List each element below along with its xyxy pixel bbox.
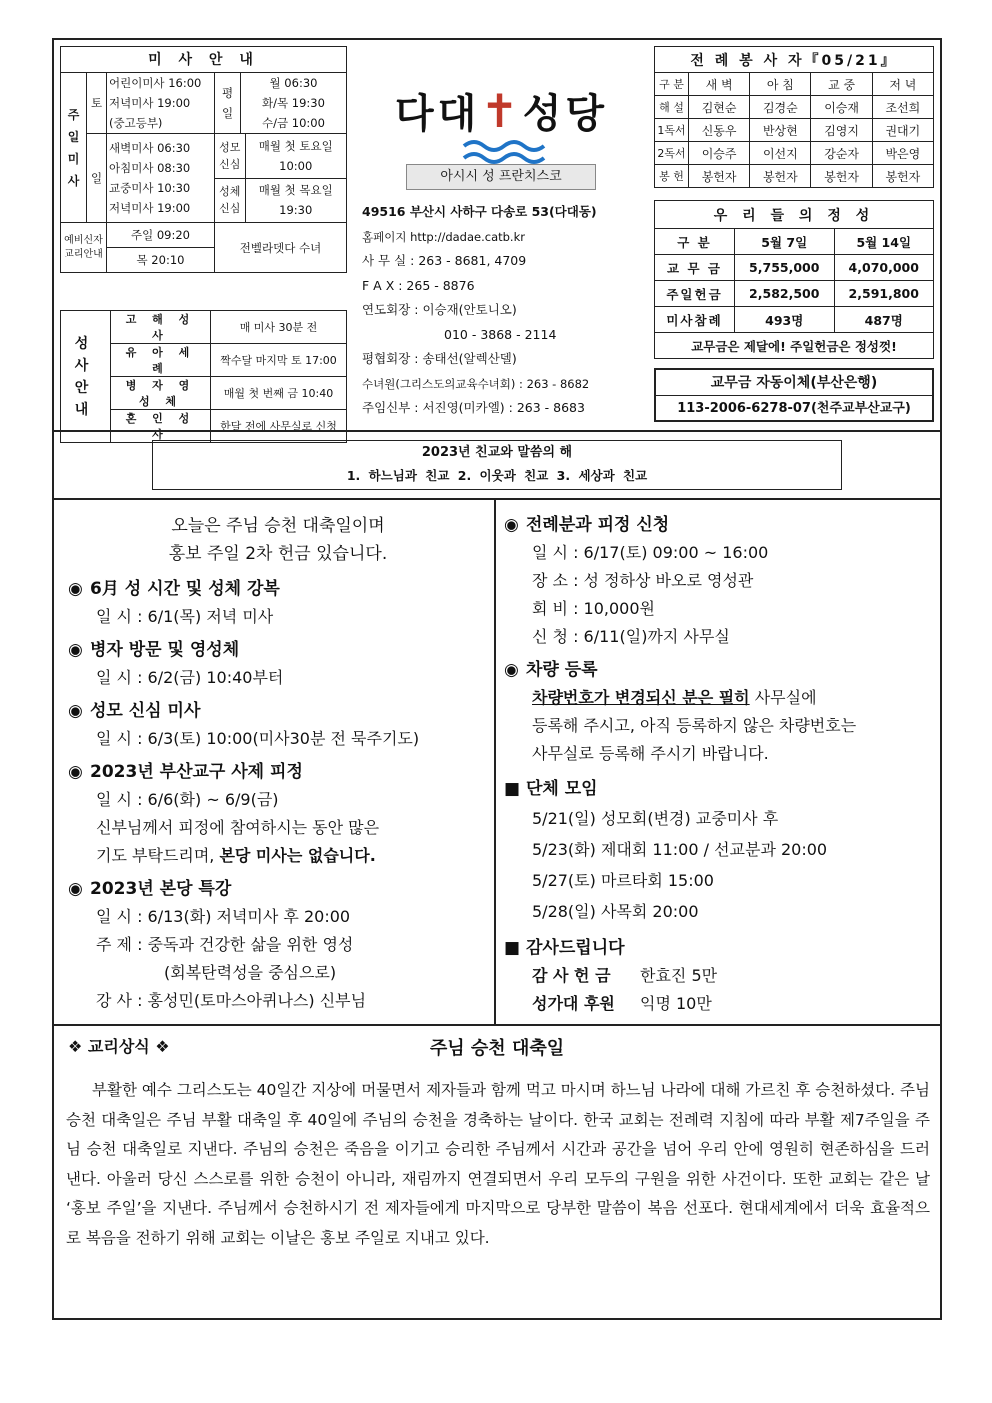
weekday-times: 월 06:30 화/목 19:30 수/금 10:00 <box>241 73 347 134</box>
list-item: 5/21(일) 성모회(변경) 교중미사 후 <box>532 809 779 828</box>
address-line: 49516 부산시 사하구 다송로 53(다대동) <box>362 204 597 219</box>
sacraments-label: 성 사 안 내 <box>61 311 111 443</box>
saturday-label: 토 <box>87 73 107 134</box>
notice-line: 일 시 : 6/13(화) 저녁미사 후 20:00 <box>96 907 351 926</box>
row-header: 2독서 <box>655 142 689 165</box>
row-header: 주일헌금 <box>655 281 735 307</box>
sacrament-name: 병 자 영 성 체 <box>111 377 211 410</box>
office-phone: 사 무 실 : 263 - 8681, 4709 <box>362 253 527 268</box>
list-item: 5/27(토) 마르타회 15:00 <box>532 871 714 890</box>
row-header: 해 설 <box>655 96 689 119</box>
cell: 봉헌자 <box>811 165 872 188</box>
notice-title: ■ 단체 모임 <box>504 779 598 799</box>
devotion-cell <box>215 134 347 223</box>
notice-line: 장 소 : 성 정하상 바오로 영성관 <box>532 571 754 590</box>
notice-line: (회복탄력성을 중심으로) <box>164 963 337 982</box>
pastor-phone: 주임신부 : 서진영(미카엘) : 263 - 8683 <box>362 400 585 415</box>
notice-line: 주 제 : 중독과 건강한 삶을 위한 영성 <box>96 935 354 954</box>
cell: 신동우 <box>689 119 750 142</box>
notice-title: ◉ 성모 신심 미사 <box>68 701 201 721</box>
cell: 김영지 <box>811 119 872 142</box>
dogma-heading: 주님 승천 대축일 <box>429 1038 565 1059</box>
contact-info <box>362 200 652 421</box>
mary-devotion-label: 성모 신심 <box>215 134 245 178</box>
sacrament-name: 고 해 성 사 <box>111 311 211 344</box>
euch-devotion-label: 성체 신심 <box>215 178 245 222</box>
list-item: 5/28(일) 사목회 20:00 <box>532 902 699 921</box>
col-header: 교 중 <box>811 73 872 96</box>
col-header: 구 분 <box>655 229 735 255</box>
cell: 김현순 <box>689 96 750 119</box>
cell: 이승재 <box>811 96 872 119</box>
notice-line: 사무실로 등록해 주시기 바랍니다. <box>532 744 769 763</box>
notice-line: 감 사 헌 금 한효진 5만 <box>532 966 718 985</box>
cross-icon: ✝ <box>480 84 523 138</box>
col-header: 5월 14일 <box>834 229 934 255</box>
cell: 박은영 <box>872 142 933 165</box>
sunday-times: 새벽미사 06:30 아침미사 08:30 교중미사 10:30 저녁미사 19:00 <box>107 134 215 223</box>
saturday-times: 어린이미사 16:00 저녁미사 19:00 (중고등부) <box>107 73 215 134</box>
notice-line: 신 청 : 6/11(일)까지 사무실 <box>532 627 730 646</box>
mass-title: 미 사 안 내 <box>61 47 347 73</box>
cell: 493명 <box>735 307 835 333</box>
bank-account: 113-2006-6278-07(천주교부산교구) <box>677 401 911 416</box>
sacrament-name: 혼 인 성 사 <box>111 410 211 443</box>
cell: 이승주 <box>689 142 750 165</box>
sacrament-time: 매 미사 30분 전 <box>211 311 347 344</box>
notice-title: ◉ 2023년 본당 특강 <box>68 879 232 899</box>
table-row <box>655 307 934 333</box>
table-row <box>655 165 934 188</box>
mary-devotion-time: 매월 첫 토요일 10:00 <box>245 134 346 178</box>
mass-schedule-table <box>60 46 347 273</box>
cell: 권대기 <box>872 119 933 142</box>
table-row <box>655 119 934 142</box>
sacrament-time: 한달 전에 사무실로 신청 <box>211 410 347 443</box>
notice-title: ◉ 병자 방문 및 영성체 <box>68 640 240 660</box>
catechumen-label: 예비신자 교리안내 <box>61 223 107 273</box>
offerings-title: 우 리 들 의 정 성 <box>655 201 934 229</box>
pres1-tel: 010 - 3868 - 2114 <box>444 326 557 342</box>
notice-title: ◉ 2023년 부산교구 사제 피정 <box>68 762 303 782</box>
table-row <box>655 142 934 165</box>
notice-title: ◉ 차량 등록 <box>504 660 598 680</box>
cell: 2,591,800 <box>834 281 934 307</box>
fax-number: F A X : 265 - 8876 <box>362 277 475 293</box>
cell: 487명 <box>834 307 934 333</box>
col-header: 구 분 <box>655 73 689 96</box>
bulletin-page <box>52 38 942 1320</box>
intro-line: 홍보 주일 2차 헌금 있습니다. <box>168 544 388 564</box>
divider <box>54 498 940 500</box>
cell: 조선희 <box>872 96 933 119</box>
divider <box>54 430 940 432</box>
cell: 봉헌자 <box>689 165 750 188</box>
notice-line: 기도 부탁드리며, 본당 미사는 없습니다. <box>96 846 376 865</box>
table-row <box>655 255 934 281</box>
notice-title: ■ 감사드립니다 <box>504 938 625 958</box>
row-header: 미사참례 <box>655 307 735 333</box>
cell: 강순자 <box>811 142 872 165</box>
cell: 4,070,000 <box>834 255 934 281</box>
table-row <box>655 96 934 119</box>
liturgy-title: 전 례 봉 사 자『05/21』 <box>655 47 934 73</box>
catechumen-teacher: 전벨라뎃다 수녀 <box>215 223 347 273</box>
cell: 이선지 <box>750 142 811 165</box>
convent-phone: 수녀원(그리스도의교육수녀회) : 263 - 8682 <box>362 376 590 391</box>
notice-line: 성가대 후원 익명 10만 <box>532 994 712 1013</box>
notice-title: ◉ 전례분과 피정 신청 <box>504 515 670 535</box>
divider <box>54 1024 940 1026</box>
row-header: 봉 헌 <box>655 165 689 188</box>
notice-line: 강 사 : 홍성민(토마스아퀴나스) 신부님 <box>96 991 367 1010</box>
notice-line: 일 시 : 6/3(토) 10:00(미사30분 전 묵주기도) <box>96 729 420 748</box>
sacrament-time: 매월 첫 번째 금 10:40 <box>211 377 347 410</box>
logo-wordmark: 다대✝성당 <box>394 84 609 138</box>
notice-line: 회 비 : 10,000원 <box>532 599 656 618</box>
notice-line: 일 시 : 6/17(토) 09:00 ~ 16:00 <box>532 543 769 562</box>
col-header: 새 벽 <box>689 73 750 96</box>
sunday-mass-label: 주 일 미 사 <box>61 73 87 223</box>
theme-title: 2023년 친교와 말씀의 해 <box>421 445 573 460</box>
notice-line: 일 시 : 6/2(금) 10:40부터 <box>96 668 284 687</box>
cell: 2,582,500 <box>735 281 835 307</box>
euch-devotion-time: 매월 첫 목요일 19:30 <box>258 183 333 218</box>
catechumen-times: 주일 09:20 목 20:10 <box>107 223 215 273</box>
notice-line: 차량번호가 변경되신 분은 필히 사무실에 <box>532 688 817 707</box>
offerings-note: 교무금은 제달에! 주일헌금은 정성껏! <box>655 333 934 359</box>
row-header: 1독서 <box>655 119 689 142</box>
year-theme-box <box>152 440 842 490</box>
notice-line: 일 시 : 6/6(화) ~ 6/9(금) <box>96 790 279 809</box>
patron-saint: 아시시 성 프란치스코 <box>406 164 596 190</box>
pres2: 평협회장 : 송태선(알렉산델) <box>362 351 517 366</box>
cell: 김경순 <box>750 96 811 119</box>
pres1: 연도회장 : 이승재(안토니오) <box>362 302 517 317</box>
dogma-label: ❖ 교리상식 ❖ <box>68 1037 170 1056</box>
liturgy-servers-table <box>654 46 934 188</box>
sunday-label: 일 <box>87 134 107 223</box>
intro-line: 오늘은 주님 승천 대축일이며 <box>171 516 385 536</box>
weekday-label: 평 일 <box>215 73 241 134</box>
list-item: 5/23(화) 제대회 11:00 / 선교분과 20:00 <box>532 840 828 859</box>
row-header: 교 무 금 <box>655 255 735 281</box>
notice-line: 등록해 주시고, 아직 등록하지 않은 차량번호는 <box>532 716 857 735</box>
offerings-table <box>654 200 934 359</box>
theme-items: 1. 하느님과 친교 2. 이웃과 친교 3. 세상과 친교 <box>346 468 648 483</box>
cell: 반상현 <box>750 119 811 142</box>
table-row <box>655 281 934 307</box>
sacrament-time: 짝수달 마지막 토 17:00 <box>211 344 347 377</box>
sacrament-name: 유 아 세 례 <box>111 344 211 377</box>
cell: 봉헌자 <box>872 165 933 188</box>
column-divider <box>494 498 496 1024</box>
col-header: 5월 7일 <box>735 229 835 255</box>
notice-line: 일 시 : 6/1(목) 저녁 미사 <box>96 607 274 626</box>
cell: 봉헌자 <box>750 165 811 188</box>
notices-right <box>504 512 934 1018</box>
sacraments-table <box>60 310 347 443</box>
col-header: 아 침 <box>750 73 811 96</box>
homepage-link[interactable]: 홈페이지 http://dadae.catb.kr <box>362 229 525 244</box>
cell: 5,755,000 <box>735 255 835 281</box>
bank-title: 교무금 자동이체(부산은행) <box>656 370 932 396</box>
notice-title: ◉ 6月 성 시간 및 성체 강복 <box>68 579 280 599</box>
notices-left <box>68 512 488 1015</box>
bank-transfer-box <box>654 368 934 422</box>
dogma-body: 부활한 예수 그리스도는 40일간 지상에 머물면서 제자들과 함께 먹고 마시며 하느님 나라에 대해 가르친 후 승천하셨다. 주님 승천 대축일은 주님 부활 대축일 후 40일에 주님의 승천을 경축하는 날이다. 한국 교회는 전례력 지침에 따라 부활 제7주일을 주님 승천 대축일로 지낸다. 주님의 승천은 죽음을 이기고 승리한 주님께서 시간과 공간을 넘어 우리 안에 영원히 현존하심을 드러낸다. 아울러 당신 스스로를 위한 승천이 아니라, 재림까지 연결되면서 우리 모두의 구원을 위한 사건이다. 또한 교회는 같은 날 ‘홍보 주일’을 지낸다. 주님께서 승천하시기 전 제자들에게 마지막으로 당부한 말씀이 복음 선포다. 현대세계에서 더욱 효율적으로 복음을 전하기 위해 교회는 이날은 홍보 주일로 지내고 있다. <box>66 1081 930 1247</box>
col-header: 저 녁 <box>872 73 933 96</box>
notice-line: 신부님께서 피정에 참여하시는 동안 많은 <box>96 818 380 837</box>
